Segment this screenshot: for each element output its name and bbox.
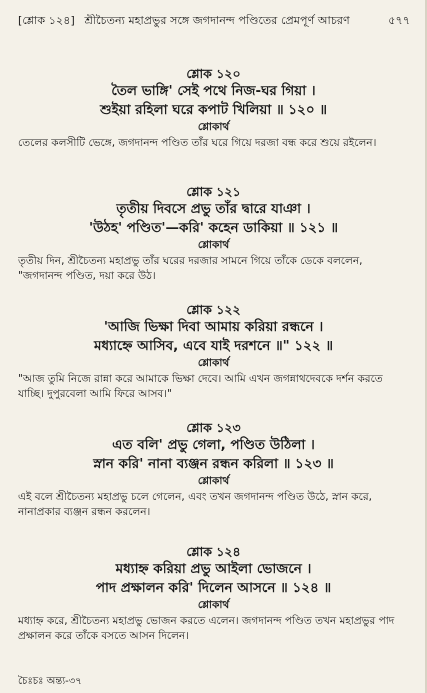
meaning-heading: শ্লোকার্থ <box>197 239 230 251</box>
sloka-block <box>0 302 427 402</box>
translation-paragraph: তৃতীয় দিন, শ্রীচৈতন্য মহাপ্রভু তাঁর ঘরের দরজার সামনে গিয়ে তাঁকে ডেকে বললেন, "জগদানন্দ পণ্ডিত, দয়া করে উঠ। <box>18 255 363 282</box>
meaning-heading: শ্লোকার্থ <box>197 599 230 611</box>
verse-line: শুইয়া রহিলা ঘরে কপাট খিলিয়া ॥ ১২০ ॥ <box>100 102 327 118</box>
header-verse-ref: [শ্লোক ১২৪] <box>18 14 75 27</box>
translation-paragraph: "আজ তুমি নিজে রান্না করে আমাকে ভিক্ষা দেবে। আমি এখন জগন্নাথদেবকে দর্শন করতে যাচ্ছি। দুপুরবেলা আমি ফিরে আসব।" <box>18 373 383 400</box>
page-number: ৫৭৭ <box>388 14 410 27</box>
verse-line: তৃতীয় দিবসে প্রভু তাঁর দ্বারে যাঞা । <box>116 201 311 217</box>
translation-paragraph: মধ্যাহ্ন করে, শ্রীচৈতন্য মহাপ্রভু ভোজন করতে এলেন। জগদানন্দ পণ্ডিত তখন মহাপ্রভুর পাদ প্রক্ষালন করে তাঁকে বসতে আসন দিলেন। <box>18 615 395 642</box>
verse-line: স্নান করি' নানা ব্যঞ্জন রন্ধন করিলা ॥ ১২৩ ॥ <box>93 456 334 472</box>
verse-line: 'আজি ভিক্ষা দিবা আমায় করিয়া রন্ধনে । <box>103 319 324 335</box>
verse-line: 'উঠহ' পণ্ডিত'—করি' কহেন ডাকিয়া ॥ ১২১ ॥ <box>88 220 338 236</box>
meaning-heading: শ্লোকার্থ <box>197 475 230 487</box>
header-chapter-title: শ্রীচৈতন্য মহাপ্রভুর সঙ্গে জগদানন্দ পণ্ডিতের প্রেমপূর্ণ আচরণ <box>84 14 350 27</box>
sloka-number: শ্লোক ১২২ <box>186 302 241 317</box>
verse-line: মধ্যাহ্নে আসিব, এবে যাই দরশনে ॥" ১২২ ॥ <box>94 338 333 354</box>
sloka-block <box>0 66 427 151</box>
meaning-heading: শ্লোকার্থ <box>197 121 230 133</box>
verse-line: তৈল ভাঙ্গি' সেই পথে নিজ-ঘর গিয়া । <box>111 83 316 99</box>
verse-line: পাদ প্রক্ষালন করি' দিলেন আসনে ॥ ১২৪ ॥ <box>95 580 332 596</box>
sloka-block <box>0 184 427 284</box>
sloka-number: শ্লোক ১২০ <box>186 66 241 81</box>
page-footer: চৈঃচঃ অন্ত্য-৩৭ <box>18 676 82 687</box>
verse-line: এত বলি' প্রভু গেলা, পণ্ডিত উঠিলা । <box>112 437 315 453</box>
sloka-number: শ্লোক ১২৪ <box>186 544 241 559</box>
sloka-number: শ্লোক ১২১ <box>186 184 241 199</box>
meaning-heading: শ্লোকার্থ <box>197 357 230 369</box>
verse-line: মধ্যাহ্ন করিয়া প্রভু আইলা ভোজনে । <box>115 561 312 577</box>
translation-paragraph: তেলের কলসীটি ভেঙ্গে, জগদানন্দ পণ্ডিত তাঁর ঘরে গিয়ে দরজা বন্ধ করে শুয়ে রইলেন। <box>18 137 377 149</box>
sloka-block <box>0 420 427 520</box>
running-header <box>18 14 410 28</box>
sloka-number: শ্লোক ১২৩ <box>186 420 241 435</box>
sloka-block <box>0 544 427 644</box>
translation-paragraph: এই বলে শ্রীচৈতন্য মহাপ্রভু চলে গেলেন, এবং তখন জগদানন্দ পণ্ডিত উঠে, স্নান করে, নানাপ্রকার ব্যঞ্জন রন্ধন করলেন। <box>18 491 372 518</box>
